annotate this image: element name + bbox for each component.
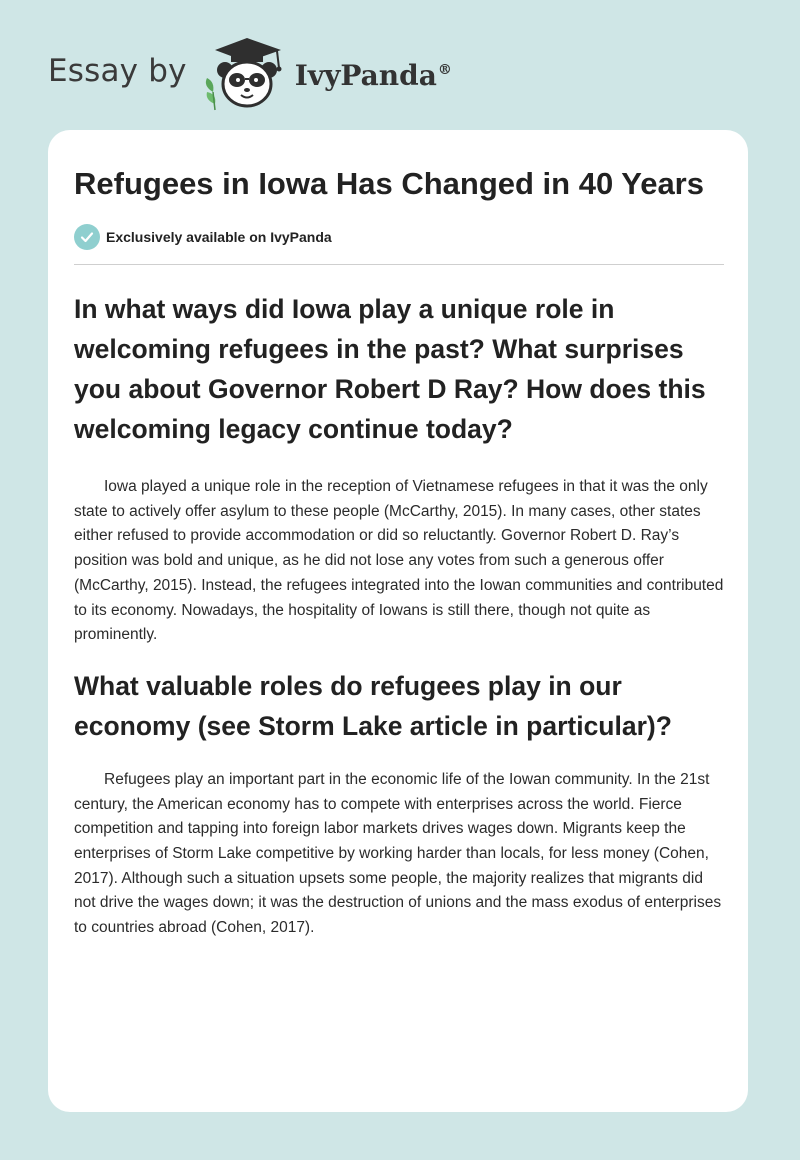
exclusive-badge bbox=[74, 224, 724, 250]
brand-name: IvyPanda® bbox=[294, 58, 452, 92]
essay-title: Refugees in Iowa Has Changed in 40 Years bbox=[74, 166, 704, 201]
check-circle-icon bbox=[74, 224, 100, 250]
divider bbox=[74, 264, 724, 265]
essay-by-label: Essay by bbox=[48, 53, 187, 89]
essay-content bbox=[74, 164, 724, 941]
essay-card bbox=[48, 130, 748, 1112]
site-header bbox=[48, 34, 452, 114]
section-heading: What valuable roles do refugees play in our economy (see Storm Lake article in particular)? bbox=[74, 670, 672, 741]
section-paragraph: Refugees play an important part in the economic life of the Iowan community. In the 21st century, the American economy has to compete with enterprises across the world. Fierce competition and tapping into foreign labor markets drives wages down. Migrants keep the enterprises of Storm Lake competitive by working harder than locals, for less money (Cohen, 2017). Although such a situation upsets some people, the majority realizes that migrants did not drive the wages down; it was the destruction of unions and the mass exodus of enterprises to countries abroad (Cohen, 2017). bbox=[74, 770, 722, 937]
section-heading: In what ways did Iowa play a unique role in welcoming refugees in the past? What surprises you about Governor Robert D Ray? How does this welcoming legacy continue today? bbox=[74, 294, 706, 444]
section-paragraph: Iowa played a unique role in the reception of Vietnamese refugees in that it was the only state to actively offer asylum to these people (McCarthy, 2015). In many cases, other states either refused to provide accommodation or did so reluctantly. Governor Robert D. Ray’s position was bold and unique, as he did not lose any votes from such a generous offer (McCarthy, 2015). Instead, the refugees integrated into the Iowan communities and contributed to its economy. Nowadays, the hospitality of Iowans is still there, though not quite as prominently. bbox=[74, 478, 724, 644]
panda-graduate-icon bbox=[201, 34, 291, 114]
exclusive-label: Exclusively available on IvyPanda bbox=[106, 229, 332, 245]
